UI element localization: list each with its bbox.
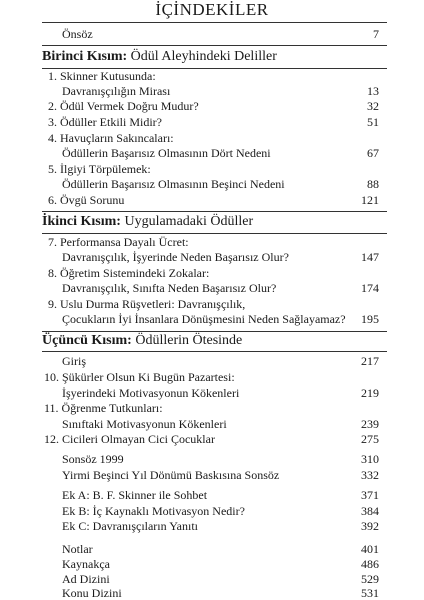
entry-text: 12. Cicileri Olmayan Cici Çocuklar xyxy=(44,432,215,446)
entry-page: 531 xyxy=(361,586,379,600)
page-title: İÇİNDEKİLER xyxy=(155,0,269,19)
entry-page: 217 xyxy=(361,354,379,368)
entry-text: Davranışçılık, Sınıfta Neden Başarısız Olur? xyxy=(62,281,277,295)
section-rule xyxy=(42,45,387,46)
section-rule xyxy=(42,211,387,212)
entry-page: 239 xyxy=(361,417,379,431)
entry-text: Ödüllerin Başarısız Olmasının Beşinci Nedeni xyxy=(62,177,285,191)
part-heading-1 xyxy=(42,49,387,65)
entry-text: Notlar xyxy=(62,542,93,556)
entry-text: 6. Övgü Sorunu xyxy=(48,193,125,207)
entry-page: 32 xyxy=(367,99,379,113)
title-rule xyxy=(42,22,387,23)
entry-text: 3. Ödüller Etkili Midir? xyxy=(48,115,162,129)
entry-page: 401 xyxy=(361,542,379,556)
entry-text: 11. Öğrenme Tutkunları: xyxy=(44,401,163,415)
entry-page: 7 xyxy=(373,27,379,41)
entry-page: 371 xyxy=(361,488,379,502)
entry-page: 392 xyxy=(361,519,379,533)
entry-text: Ad Dizini xyxy=(62,572,110,586)
entry-text: Ödüllerin Başarısız Olmasının Dört Nedeni xyxy=(62,146,271,160)
entry-text: Davranışçılığın Mirası xyxy=(62,84,171,98)
part-title: Ödüllerin Ötesinde xyxy=(135,333,243,348)
part-title: Uygulamadaki Ödüller xyxy=(124,214,254,229)
entry-text: 1. Skinner Kutusunda: xyxy=(48,69,156,83)
entry-page: 51 xyxy=(367,115,379,129)
entry-page: 332 xyxy=(361,468,379,482)
entry-text: Giriş xyxy=(62,354,86,368)
entry-page: 275 xyxy=(361,432,379,446)
entry-text: Konu Dizini xyxy=(62,586,122,600)
entry-page: 147 xyxy=(361,250,379,264)
entry-page: 486 xyxy=(361,557,379,571)
entry-text: İşyerindeki Motivasyonun Kökenleri xyxy=(62,386,240,400)
section-rule xyxy=(42,351,387,352)
entry-page: 67 xyxy=(367,146,379,160)
entry-page: 88 xyxy=(367,177,379,191)
entry-text: Sınıftaki Motivasyonun Kökenleri xyxy=(62,417,227,431)
entry-page: 529 xyxy=(361,572,379,586)
entry-text: Ek C: Davranışçıların Yanıtı xyxy=(62,519,198,533)
entry-text: 8. Öğretim Sistemindeki Zokalar: xyxy=(48,266,210,280)
entry-page: 174 xyxy=(361,281,379,295)
part-heading-3 xyxy=(42,333,387,349)
entry-text: 4. Havuçların Sakıncaları: xyxy=(48,131,174,145)
entry-text: Ek B: İç Kaynaklı Motivasyon Nedir? xyxy=(62,504,245,518)
entry-text: 9. Uslu Durma Rüşvetleri: Davranışçılık, xyxy=(48,297,246,311)
part-title: Ödül Aleyhindeki Deliller xyxy=(130,49,277,64)
part-heading-2 xyxy=(42,214,387,230)
section-rule xyxy=(42,331,387,332)
entry-page: 13 xyxy=(367,84,379,98)
section-rule xyxy=(42,233,387,234)
entry-page: 121 xyxy=(361,193,379,207)
entry-text: 10. Şükürler Olsun Ki Bugün Pazartesi: xyxy=(44,370,235,384)
entry-page: 219 xyxy=(361,386,379,400)
entry-text: Sonsöz 1999 xyxy=(62,452,124,466)
entry-text: Çocukların İyi İnsanlara Dönüşmesini Neden Sağlayamaz? xyxy=(62,312,346,326)
entry-text: 5. İlgiyi Törpülemek: xyxy=(48,162,151,176)
entry-text: Davranışçılık, İşyerinde Neden Başarısız Olur? xyxy=(62,250,289,264)
entry-text: Yirmi Beşinci Yıl Dönümü Baskısına Sonsöz xyxy=(62,468,280,482)
entry-text: Önsöz xyxy=(62,27,93,41)
entry-page: 384 xyxy=(361,504,379,518)
entry-text: Ek A: B. F. Skinner ile Sohbet xyxy=(62,488,208,502)
entry-text: 7. Performansa Dayalı Ücret: xyxy=(48,235,189,249)
part-prefix: Üçüncü Kısım: xyxy=(42,333,132,348)
entry-page: 195 xyxy=(361,312,379,326)
part-prefix: Birinci Kısım: xyxy=(42,49,128,64)
entry-page: 310 xyxy=(361,452,379,466)
entry-text: Kaynakça xyxy=(62,557,110,571)
entry-text: 2. Ödül Vermek Doğru Mudur? xyxy=(48,99,199,113)
part-prefix: İkinci Kısım: xyxy=(42,214,121,229)
